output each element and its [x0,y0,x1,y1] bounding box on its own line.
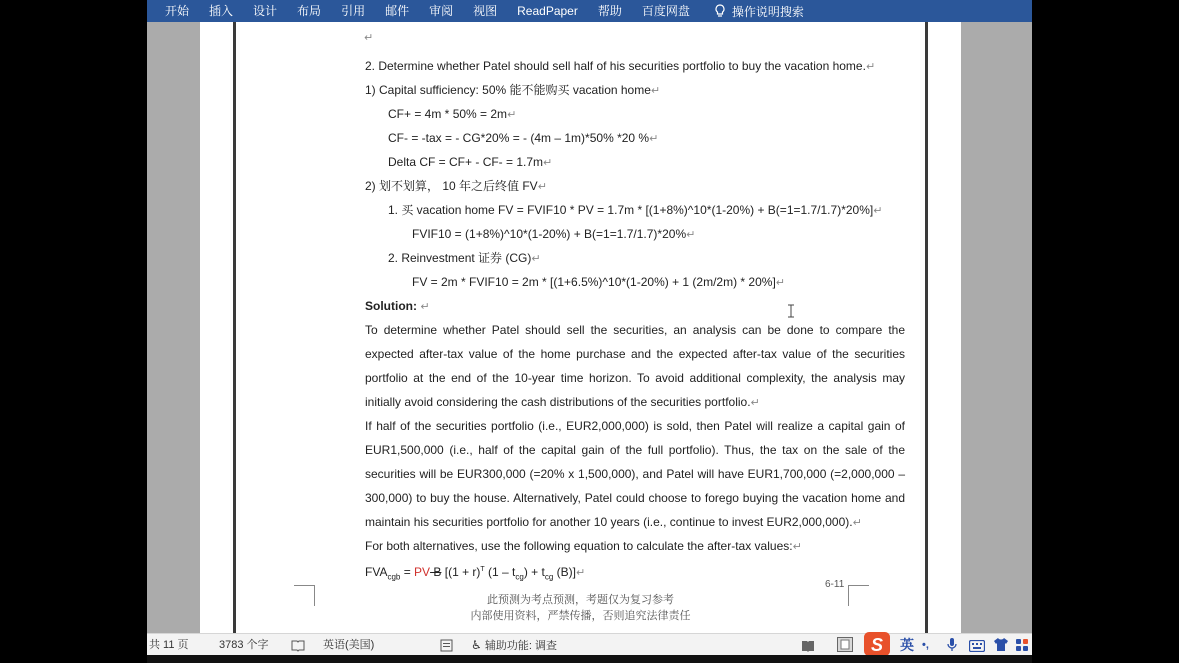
solution-paragraph-1: To determine whether Patel should sell the securities, an analysis can be done to compare the expected after-tax value of the home purchase and the expected after-tax value of the securities portfolio at the end of the 10-year time horizon. To avoid additional complexity, the analysis may initially avoid considering the cash distributions of the securities portfolio.↵ [365,323,905,409]
footer-line-2: 内部使用资料，严禁传播，否则追究法律责任 [470,610,691,622]
solution-paragraph-2: If half of the securities portfolio (i.e., EUR2,000,000) is sold, then Patel will realize a capital gain of EUR1,500,000 (i.e., half of the capital gain of the full portfolio). Thus, the tax on the sale of the securities will be EUR300,000 (=20% x 1,500,000), and Patel will have EUR1,700,000 (=2,000,000 – 300,000) to buy the house. Alternatively, Patel could choose to forego buying the vacation home and maintain his securities portfolio for another 10 years (i.e., continue to invest EUR2,000,000).↵ [365,419,905,529]
question-2-line: 2. Determine whether Patel should sell half of his securities portfolio to buy the vacation home.↵ [365,59,876,73]
page-left-edge [233,22,236,633]
tab-readpaper[interactable]: ReadPaper [517,4,578,18]
delta-cf-line: Delta CF = CF+ - CF- = 1.7m↵ [388,155,553,169]
reinvestment-line: 2. Reinvestment 证券 (CG)↵ [388,251,541,265]
tab-home[interactable]: 开始 [165,4,190,18]
page-footer [200,592,961,624]
svg-text:S: S [870,635,884,655]
footer-line-1: 此预测为考点预测，考题仅为复习参考 [487,594,674,606]
tab-mailings[interactable]: 邮件 [385,4,410,18]
tell-me-search[interactable] [700,3,804,20]
tab-review[interactable]: 审阅 [429,4,454,18]
page-right-edge [925,22,928,633]
screen-bottom-edge [147,655,1032,663]
status-bar [147,633,1032,656]
tab-layout[interactable]: 布局 [297,4,322,18]
page-number: 6-11 [825,579,845,590]
word-count[interactable]: 3783 个字 [219,639,269,651]
document-area[interactable] [147,22,1032,633]
tab-insert[interactable]: 插入 [209,4,234,18]
after-tax-formula: $FVA_{cgb}$ = PV B [$(1 + r)^T$ $(1 - t_{cg}) + t_{cg}$ (B)]↵ [365,565,586,582]
tell-me-label: 操作说明搜索 [731,4,804,19]
text-cursor-icon [787,304,795,318]
tab-help[interactable]: 帮助 [597,4,622,18]
word-window [147,0,1032,663]
solution-heading: Solution: ↵ [365,299,430,313]
accessibility-icon: ♿ [471,638,482,652]
ime-punct-toggle[interactable]: •, [922,639,929,651]
fvif10-line: FVIF10 = (1+8%)^10*(1-20%) + B(=1=1.7/1.7)*20%↵ [412,227,696,241]
page-count[interactable]: 共 11 页 [149,639,189,651]
document-page[interactable] [200,22,961,633]
language-indicator[interactable]: 英语(美国) [323,639,375,651]
ime-lang-toggle[interactable]: 英 [900,637,914,653]
vacation-home-fv-line: 1. 买 vacation home FV = FVIF10 * PV = 1.7m * [(1+8%)^10*(1-20%) + B(=1=1.7/1.7)*20%]↵ [388,203,883,217]
tab-design[interactable]: 设计 [253,4,278,18]
tab-view[interactable]: 视图 [473,4,498,18]
reinvestment-fv-line: FV = 2m * FVIF10 = 2m * [(1+6.5%)^10*(1-20%) + 1 (2m/2m) * 20%]↵ [412,275,785,289]
tab-references[interactable]: 引用 [341,4,366,18]
cf-minus-line: CF- = -tax = - CG*20% = - (4m – 1m)*50% *20 %↵ [388,131,659,145]
tab-baidu-netdisk[interactable]: 百度网盘 [641,4,690,18]
paragraph-mark: ↵ [364,32,374,44]
solution-paragraph-3: For both alternatives, use the following equation to calculate the after-tax values:↵ [365,539,802,553]
accessibility-checker[interactable]: ♿ 辅助功能: 调查 [471,638,557,652]
capital-sufficiency-line: 1) Capital sufficiency: 50% 能不能购买 vacation home↵ [365,83,661,97]
lightbulb-icon [714,4,726,18]
ribbon-tab-bar [147,0,1032,22]
fv-heading-line: 2) 划不划算， 10 年之后终值 FV↵ [365,179,547,193]
cf-plus-line: CF+ = 4m * 50% = 2m↵ [388,107,517,121]
